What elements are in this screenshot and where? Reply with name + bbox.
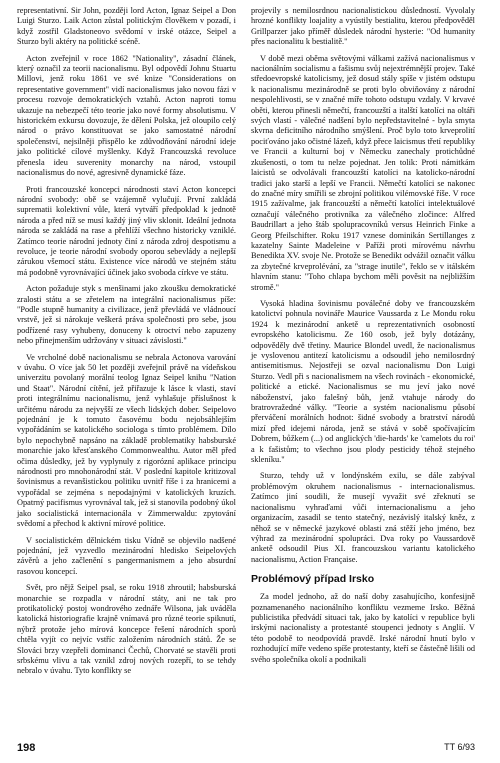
paragraph: projevily s nemilosrdnou nacionalistickou důsledností. Vyvolaly hrozné konflikty loajality a vyústily bestialitu, kterou předpověděl Grillparzer jako příměř důsledek národní hysterie: "Od humanity přes nacionalitu k bestialitě." (251, 6, 475, 47)
paragraph: V socialistickém dělnickém tisku Vídně se objevilo nadšené pojednání, jež vyzvedlo mezinárodní hledisko Seipelových závěrů a jeho začlenění s pangermanismem a jeho absurdní rasovou koncepcí. (17, 535, 236, 576)
page-number: 198 (17, 742, 36, 754)
journal-issue: TT 6/93 (444, 742, 475, 752)
paragraph: Acton požaduje styk s menšinami jako zkoušku demokratické zralosti státu a se zřetelem na integrální nacionalismus píše: "Podle stupně humanity a civilizace, jenž převládá ve vládnoucí vrstvě, jež si nárokuje veškerá práva společnosti pro sebe, jsou podřízené rasy vyhubeny, donuceny k otroctví nebo zapuzeny nebo přinejmenším udržovány v situaci závislosti." (17, 284, 236, 346)
paragraph: Svět, pro nějž Seipel psal, se roku 1918 zhroutil; habsburská monarchie se rozpadla v národní státy, ani ne tak pro protikatolický postoj wondrového zednáře Wilsona, jak uváděla katolická historiografie krajně vnímavá pro různé teorie spiknutí, nýbrž protože jeho mírová koncepce řešení národních sporů chtěla vyjít co nejvíc vstříc založením národních států. Že se Slováci brzy vzepřeli dominanci Čechů, Chorvaté se stavěli proti srbskému vlivu a tak vznikl zdroj nových rozepří, to se tehdy nebralo v úvahu. Tyto konflikty se (17, 583, 236, 676)
paragraph: Za model jednoho, až do naší doby zasahujícího, konfesijně poznamenaného nacionálního konfliktu vezmeme Irsko. Běžná publicistika předvádí situaci tak, jako by katolíci v republice byli irskými nacionalisty a protestanté stoupenci jednoty s Anglií. V této podobě to neodpovídá pravdě. Irské národní hnutí bylo v rozhodující míře vedeno spíše protestanty, kteří se částečně lišili od svého společníka okolí a podnikali (251, 592, 475, 664)
section-heading: Problémový případ Irsko (251, 573, 375, 586)
page-footer (17, 742, 475, 754)
paragraph: Vysoká hladina šovinismu poválečné doby ve francouzském katolictví pohnula novináře Maurice Vaussarda z Le Mondu roku 1924 k mezinárodní anketě u reprezentativních osobností evropského katolicismu. Ze 160 osob, jež byly dotázány, odpověděly dvě třetiny. Maurice Blondel uvedl, že nacionalismus je vyslovenou antitezí katolicismu a odsoudil jeho nemilosrdný antisemitismus. Nejostřeji se ozval nacionalismu Don Luigi Sturzo. Vedl při s nacionalismem na všech rovinách - ekonomické, politické a etické. Nacionalismus se mu jeví jako nové náboženství, jako falešný bůh, jenž vtahuje národy do bratrovražedné války. "Teorie a systém nacionalismu působí přerváčení morálních hodnot: šidné svobody a bratrství národů mizí před idejemi národa, jenž se stává v sobě spočívajícím Dobrem, bůžkem (...) od anglických 'die-hards' ke 'camelots du roi' a k fašistům; to všechno jsou plody pesticidy téhož stejného skleníku." (251, 298, 475, 465)
paragraph: representativní. Sir John, později lord Acton, Ignaz Seipel a Don Luigi Sturzo. Laik Acton zůstal politickým člověkem v pozadí, i když zostřil Gladstoneovo svědomí v irské otázce, Seipel a Sturzo byli aktéry na politické scéně. (17, 6, 236, 47)
paragraph: Ve vrcholné době nacionalismu se nebrala Actonova varování v úvahu. O více jak 50 let později zveřejnil právě na vídeňskou univerzitu povolaný morální teolog Ignaz Seipel knihu "Nation und Staat". Národní cítění, jež přiřazuje k lásce k vlasti, staví proti integrálnímu nacionalismu, jenž vyhlašuje příslušnost k určitému národu za nejvyšší ze všech lidských dober. Seipelovo pojednání je k tomuto časovému bodu nejobsáhlejším vypořádáním se katolického sociologa s tímto problémem. Dílo bylo nepochybně napsáno na základě problematiky habsburské monarchie jako křesťanského Commonwealthu. Autor měl před očima důsledky, jež by vyplynuly z rigorózní aplikace principu národnosti pro mnohonárodní stát. V poslední kapitole kritizoval šovinismus a revanšistickou politiku uvnitř říše i za hranicemi a vypořádal se zejména s nepodajnými v katolických kruzích. Opatrný pacifismus vyrovnával tak, jež si stanovila podobný úkol jako socialistická internacionála v Zimmerwaldu: zpytování svědomí a přechod k aktivní mírové politice. (17, 352, 236, 529)
paragraph: V době mezi oběma světovými válkami zažívá nacionalismus v nacionálním socialismu a fašismu svůj nejextrémnější projev. Také středoevropské katolicismy, jež dosud stály spíše v jistém odstupu k nacionalismu mezinárodně se proti bylo obviňovány z národní nespolehlivosti, se v značné míře tohoto odstupu vzdaly. V krvavé oběti, kterou přinesli němečtí, francouzští a italští katolíci na oltáři svých vlastí - válečné nadšení bylo nepředstavitelné - byla smyta skvrna deficitního národního smýšlení. Proč bylo toto krveprolití pociťováno jako očistné lázeň, když přece laicismus třetí republiky ve Francii a kulturní boj v Německu zanechaly protichůdné zkušenosti, o tom tu nelze pojednat. Jen tolik: Proti námitkám laicistů se odvolávali francouzští katolíci na katolicko-národní tradici jako starší a lepší ve Francii. Němečtí katolíci se nakonec do značné míry smířili se zbrojní politikou vilémovské říše. V roce 1915 zažívalme, jak francouzští a němečtí katolíci intelektuálové označují válečného protivníka za válečného zločince: Alfred Baudrillart a jeho štáb spolupracovníků versus Heinrich Finke a Georg Pfeilschifter. Roku 1917 vznese dominikán Sertillanges z kazatelny Sainte Madeleine v Paříži proti mírovému návrhu Benedikta XV. svoje Ne. Protože se Benedikt odvážil označit válku za zbytečné krveprolévání, za "strage inutile", řeklo se v itálském hlavním stanu: "Toho chlapa bychom měli pověsit na nejbližším stromě." (251, 53, 475, 292)
paragraph: Acton zveřejnil v roce 1862 "Nationality", zásadní článek, který označil za teorii nacionalismu. Byl odpovědí Johnu Stuartu Millovi, jenž roku 1861 ve své knize "Considerations on representative government" vidí nacionalismus jako novou fázi v procesu rozvoje demokratických vztahů. Acton naproti tomu ukazuje na nebezpečí této teorie jako nové formy absolutismu. V historickém exkursu dovozuje, že dělení Polska, jež oloupilo celý národ o právo konstituovat se jako samostatné národní společenství, nejsilněji přispělo ke zdůvodňování národní ideje jako politické cílové myšlenky. Když Francouzská revoluce přenesla ideu suverenity monarchy na národ, vstoupil nacionalismus do nové, agresivně dynamické fáze. (17, 53, 236, 178)
right-column (251, 6, 475, 671)
paragraph: Proti francouzské koncepci národnosti staví Acton koncepci národní svobody: obě se vzájemně vylučují. První zakládá suprematii kolektivní vůle, která vytváří předpoklad k jednotě národa a před níž se musí každý jiný vliv sklonit. Ideální jednota národa se zakládá na rase a přehlíží všechno historicky vzniklé. Zatímco teorie národní jednoty činí z národa zdroj despotismu a revoluce, je teorie národní svobody oporou sebevlády a nejlepší zárukou všemocí státu. Existence více národů ve stejném státu má podobně vyrovnávající účinek jako svoboda církve ve státu. (17, 184, 236, 277)
left-column (17, 6, 236, 683)
paragraph: Sturzo, tehdy už v londýnském exilu, se dále zabýval problémovým okruhem nacionalismus - internacionalismus. Zatímco jiní soudili, že musejí vyvažit své zřeknutí se nacionalismu vyhraďami vůči internacionalismu a jeho organizacím, zasadil se tento statečný, nezávislý italský kněz, z něhož se v německé jazykové oblasti zná stěží jeho jméno, bez výhrad za mezinárodní spolupráci. Dva roky po Vaussardově anketě odsoudil Pius XI. francouzskou variantu katolického nacionalismu, Action Française. (251, 471, 475, 564)
